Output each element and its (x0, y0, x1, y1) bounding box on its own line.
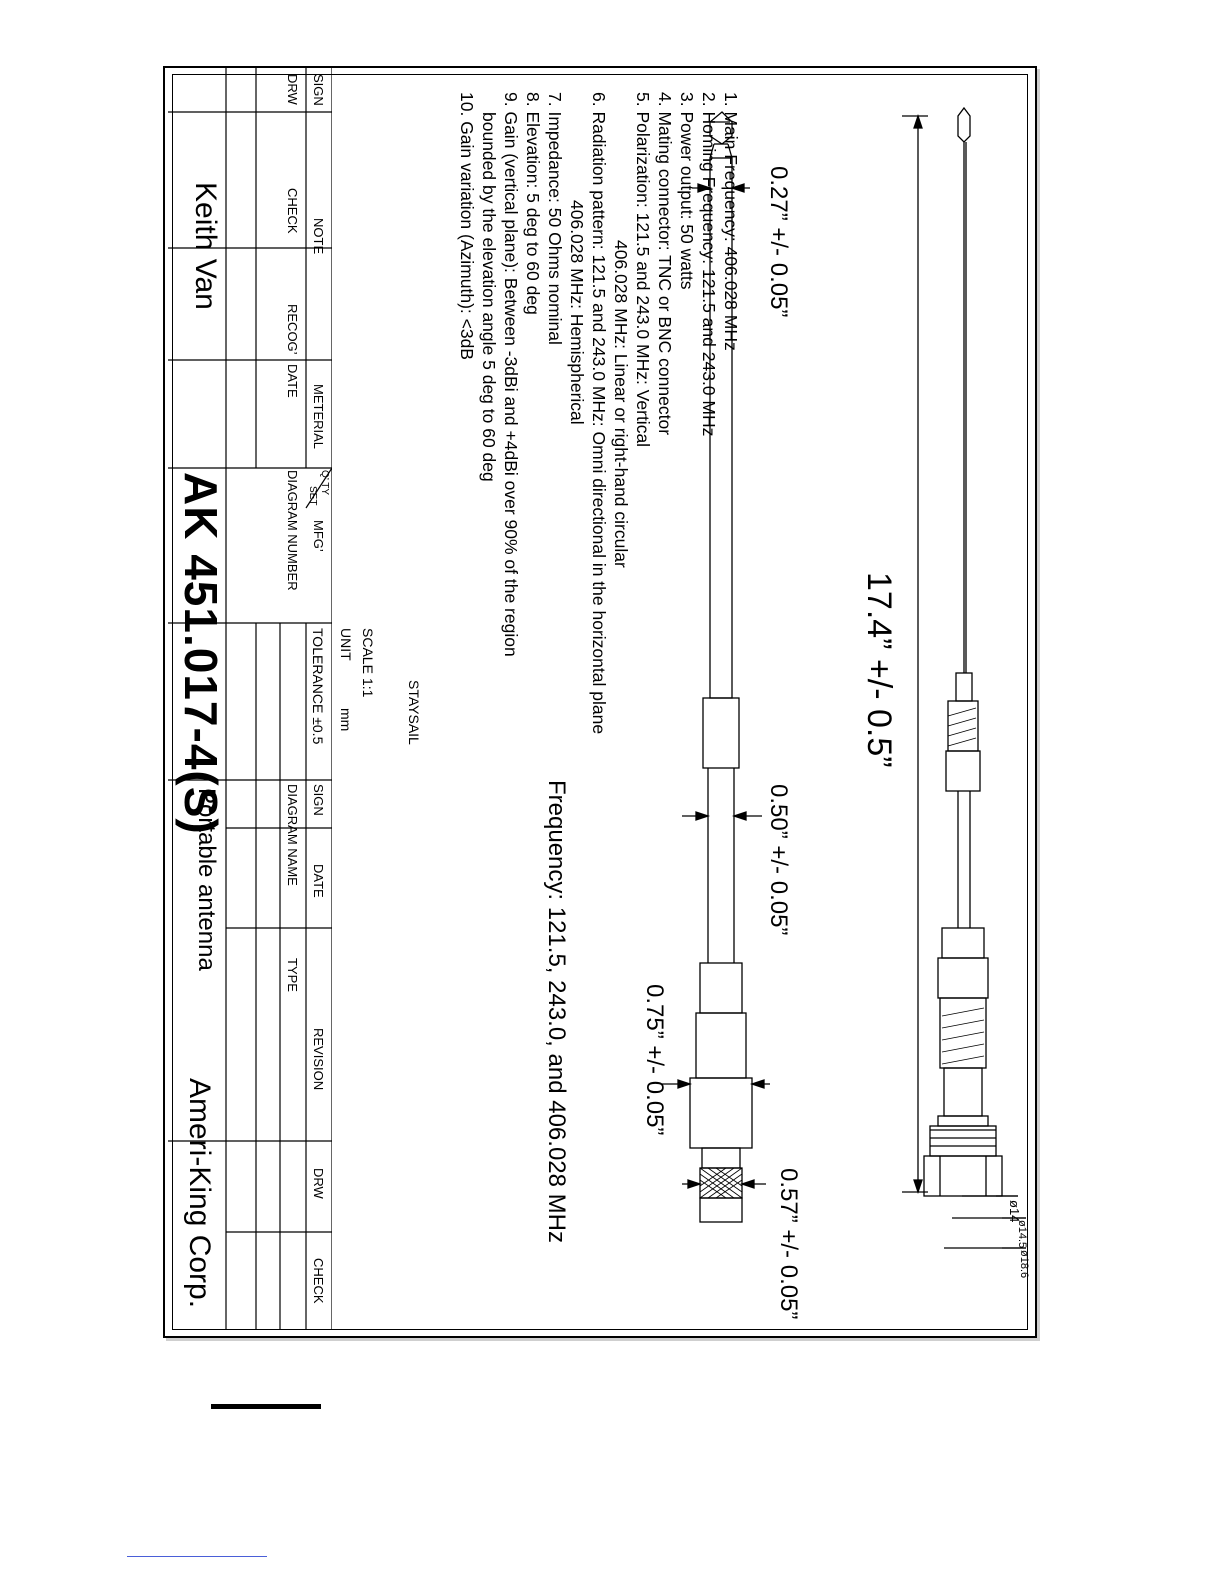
note-item: 4. Mating connector: TNC or BNC connector (655, 92, 675, 436)
label-check: CHECK (285, 188, 300, 234)
label-meterial: METERIAL (311, 384, 326, 450)
label-revision: REVISION (311, 1028, 326, 1091)
part-number: AK 451.017-4(S) (175, 472, 227, 835)
label-drw-2: DRW (311, 1168, 326, 1199)
label-unit: UNIT (338, 628, 354, 661)
label-qty: Q’ TY (319, 470, 330, 496)
label-date: DATE (285, 364, 300, 398)
note-item: 406.028 MHz: Hemispherical (567, 200, 587, 425)
footer-rule (211, 1404, 321, 1409)
base-diameter-label: 0.75” +/- 0.05” (641, 984, 668, 1136)
label-drw: DRW (285, 74, 300, 105)
note-item: 9. Gain (vertical plane): Between -3dBi and +4dBi over 90% of the region (501, 92, 521, 657)
label-diagram-name: DIAGRAM NAME (285, 784, 300, 886)
spec-notes-list (456, 92, 742, 734)
label-staysail: STAYSAIL (406, 680, 422, 745)
frequency-label: Frequency: 121.5, 243.0, and 406.028 MHz (543, 780, 570, 1243)
rotated-drawing (168, 68, 1032, 1330)
note-item: 2. Homing Frequency: 121.5 and 243.0 MHz (699, 92, 719, 437)
overall-length-label: 17.4” +/- 0.5” (860, 572, 898, 768)
label-mfg: MFG’ (311, 520, 326, 552)
note-item: bounded by the elevation angle 5 deg to 60 deg (479, 112, 499, 482)
detail-dia-3: ø18.6 (1018, 1250, 1030, 1279)
note-item: 5. Polarization: 121.5 and 243.0 MHz: Vertical (633, 92, 653, 448)
label-set: SET (307, 486, 318, 506)
scale-value: 1:1 (360, 678, 376, 698)
footer-link-underline (127, 1556, 267, 1557)
label-date-2: DATE (311, 864, 326, 898)
label-scale: SCALE (360, 628, 376, 674)
label-type: TYPE (285, 958, 300, 992)
label-diagram-number: DIAGRAM NUMBER (285, 470, 300, 591)
body-diameter-label: 0.50” +/- 0.05” (765, 784, 792, 936)
note-item: 8. Elevation: 5 deg to 60 deg (523, 92, 543, 315)
unit-value: mm (338, 708, 354, 732)
detail-dia-2: ø14.5 (1016, 1220, 1028, 1249)
antenna-side-view-detail (924, 108, 1026, 1248)
label-note: NOTE (311, 218, 326, 255)
note-item: 7. Impedance: 50 Ohms nominal (545, 92, 565, 345)
note-item: 1. Main Frequency: 406.028 MHz (721, 92, 741, 351)
label-sign: SIGN (311, 74, 326, 106)
note-item: 10. Gain variation (Azimuth): <3dB (457, 92, 477, 360)
drawer-signature: Keith Van (189, 182, 222, 310)
detail-dia-1: ø14 (1007, 1200, 1022, 1223)
label-sign-2: SIGN (311, 784, 326, 816)
label-check-2: CHECK (311, 1258, 326, 1304)
label-recog: RECOG’ (285, 304, 300, 355)
knurl-hatch (700, 1168, 742, 1198)
company-name: Ameri-King Corp. (183, 1078, 216, 1309)
note-item: 6. Radiation pattern: 121.5 and 243.0 MHz: Omni directional in the horizontal plane (589, 92, 609, 735)
whip-diameter-label: 0.27” +/- 0.05” (765, 166, 792, 318)
diagram-name: Portable antenna (193, 788, 220, 971)
label-tolerance: TOLERANCE ±0.5 (310, 628, 326, 745)
note-item: 406.028 MHz: Linear or right-hand circular (611, 240, 631, 568)
note-item: 3. Power output: 50 watts (677, 92, 697, 290)
title-block (168, 68, 422, 1330)
connector-diameter-label: 0.57” +/- 0.05” (775, 1168, 802, 1320)
